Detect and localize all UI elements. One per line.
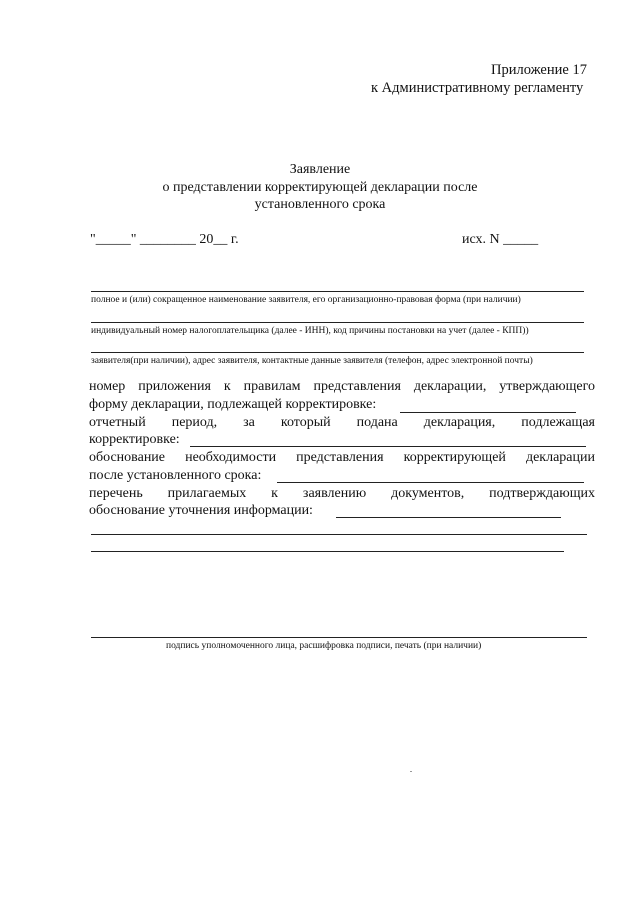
field3-label-line1: обоснование необходимости представления корректирующей декларации	[89, 450, 595, 465]
field4-label-line1: перечень прилагаемых к заявлению документов, подтверждающих	[89, 486, 595, 501]
inn-kpp-line[interactable]	[91, 322, 584, 323]
outgoing-number-field[interactable]: исх. N _____	[462, 232, 539, 247]
field1-label-line1: номер приложения к правилам представления декларации, утверждающего	[89, 379, 595, 394]
document-subtitle-line2: установленного срока	[254, 197, 386, 212]
address-contacts-caption: заявителя(при наличии), адрес заявителя, контактные данные заявителя (телефон, адрес электронной почты)	[91, 356, 533, 366]
document-subtitle-line1: о представлении корректирующей декларации после	[162, 180, 478, 195]
blank-line-2[interactable]	[91, 551, 564, 552]
document-title: Заявление	[289, 162, 351, 177]
field3-input-line[interactable]	[277, 482, 584, 483]
inn-kpp-caption: индивидуальный номер налогоплательщика (далее - ИНН), код причины постановки на учет (далее - КПП))	[91, 326, 529, 336]
appendix-number: Приложение 17	[491, 62, 587, 78]
applicant-name-line[interactable]	[91, 291, 584, 292]
field3-label-line2: после установленного срока:	[89, 468, 262, 483]
signature-caption: подпись уполномоченного лица, расшифровка подписи, печать (при наличии)	[166, 641, 482, 651]
blank-line-1[interactable]	[91, 534, 587, 535]
field4-label-line2: обоснование уточнения информации:	[89, 503, 313, 518]
field4-input-line[interactable]	[336, 517, 561, 518]
field2-input-line[interactable]	[190, 446, 586, 447]
scan-speck	[410, 771, 412, 772]
field2-label-line2: корректировке:	[89, 432, 180, 447]
address-contacts-line[interactable]	[91, 352, 584, 353]
field1-input-line[interactable]	[400, 412, 576, 413]
field1-label-line2: форму декларации, подлежащей корректировке:	[89, 397, 377, 412]
field2-label-line1: отчетный период, за который подана декларация, подлежащая	[89, 415, 595, 430]
regulation-reference: к Административному регламенту	[371, 80, 584, 96]
signature-line[interactable]	[91, 637, 587, 638]
applicant-name-caption: полное и (или) сокращенное наименование заявителя, его организационно-правовая форма (при наличии)	[91, 295, 521, 305]
date-field[interactable]: "_____" ________ 20__ г.	[90, 232, 239, 247]
